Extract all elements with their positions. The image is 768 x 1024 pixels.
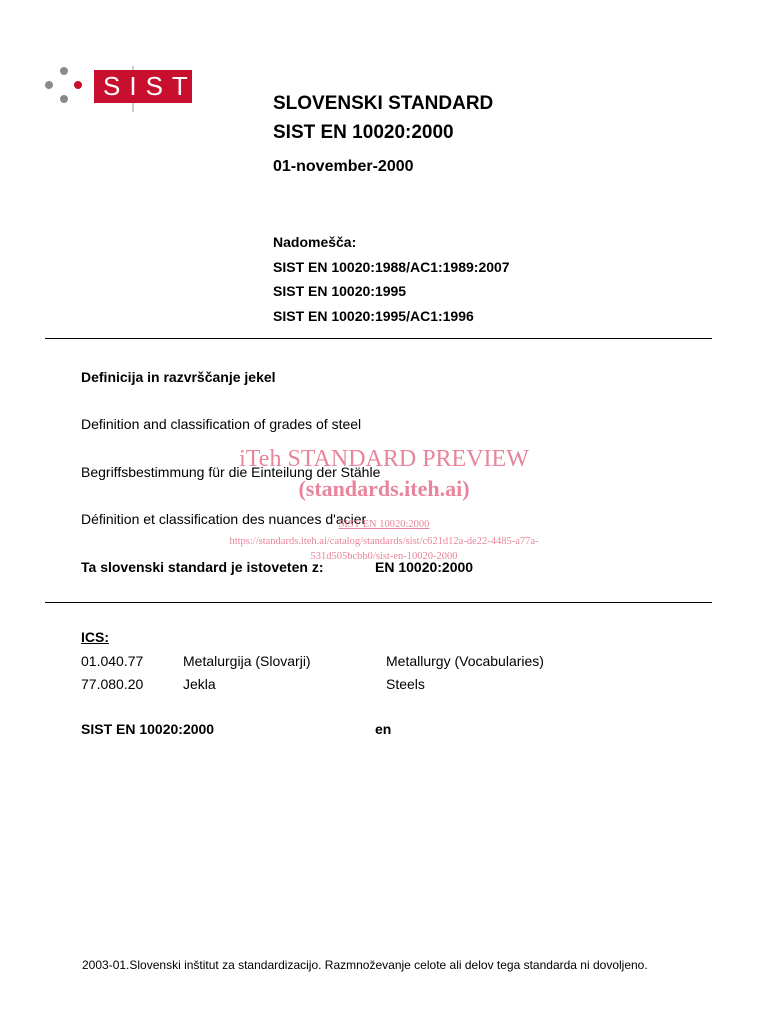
- replaced-standard: SIST EN 10020:1995: [273, 283, 407, 299]
- ics-code: 77.080.20: [81, 676, 144, 692]
- replaces-block: [273, 230, 510, 328]
- ics-label: ICS:: [81, 629, 109, 645]
- logo-dot: [45, 81, 53, 89]
- title-slovenian: Definicija in razvrščanje jekel: [81, 369, 276, 385]
- watermark-url-part2[interactable]: 531d505bcbb0/sist-en-10020-2000: [310, 551, 458, 562]
- summary-code: SIST EN 10020:2000: [81, 721, 215, 737]
- logo-dot: [60, 95, 68, 103]
- identical-value: EN 10020:2000: [375, 559, 474, 575]
- watermark-code-link[interactable]: SIST EN 10020:2000: [338, 519, 430, 530]
- title-english: Definition and classification of grades of steel: [81, 416, 362, 432]
- ics-desc-en: Steels: [386, 676, 425, 692]
- ics-desc-en: Metallurgy (Vocabularies): [386, 653, 544, 669]
- logo-dot: [74, 81, 82, 89]
- watermark-site: (standards.iteh.ai): [298, 476, 470, 501]
- standard-type: SLOVENSKI STANDARD: [273, 93, 494, 114]
- watermark-preview: iTeh STANDARD PREVIEW: [239, 446, 529, 472]
- divider: [45, 338, 712, 339]
- logo-text: SIST: [103, 71, 197, 101]
- publication-date: 01-november-2000: [273, 158, 414, 175]
- title-french: Définition et classification des nuances d'acier: [81, 511, 367, 527]
- replaces-label: Nadomešča:: [273, 234, 357, 250]
- ics-desc-sl: Metalurgija (Slovarji): [183, 653, 311, 669]
- ics-code: 01.040.77: [81, 653, 144, 669]
- divider: [45, 602, 712, 603]
- sist-logo: [44, 66, 197, 116]
- summary-language: en: [375, 721, 392, 737]
- identical-label: Ta slovenski standard je istoveten z:: [81, 559, 324, 575]
- replaced-standard: SIST EN 10020:1988/AC1:1989:2007: [273, 258, 510, 275]
- copyright-footer: 2003-01.Slovenski inštitut za standardizacijo. Razmnoževanje celote ali delov tega standarda ni dovoljeno.: [82, 958, 648, 972]
- replaced-standard: SIST EN 10020:1995/AC1:1996: [273, 307, 474, 324]
- ics-desc-sl: Jekla: [183, 676, 216, 692]
- watermark-url-part1[interactable]: https://standards.iteh.ai/catalog/standards/sist/c621d12a-de22-4485-a77a-: [229, 536, 539, 547]
- logo-dot: [60, 67, 68, 75]
- standard-code: SIST EN 10020:2000: [273, 122, 454, 143]
- title-german: Begriffsbestimmung für die Einteilung der Stähle: [81, 464, 381, 480]
